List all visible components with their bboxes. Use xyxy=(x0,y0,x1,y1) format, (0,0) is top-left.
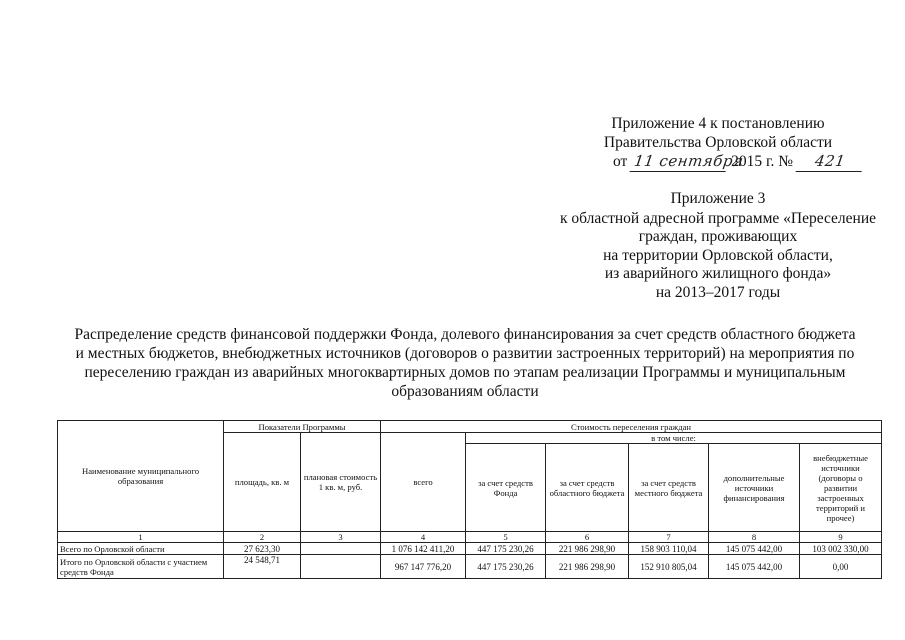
heading-line: и местных бюджетов, внебюджетных источников (договоров о развитии застроенных территорий) на мероприятия по xyxy=(75,345,855,362)
header-including: в том числе: xyxy=(466,433,882,444)
table-row xyxy=(58,543,882,555)
row-additional: 145 075 442,00 xyxy=(709,543,800,555)
appendix-3-line: на территории Орловской области, xyxy=(603,246,833,264)
header-municipality: Наименование муниципального образования xyxy=(58,421,224,532)
column-number: 1 xyxy=(58,532,224,543)
row-local: 152 910 805,04 xyxy=(629,555,709,579)
appendix-3-title: Приложение 3 xyxy=(670,190,766,207)
decree-year-label: 2015 г. № xyxy=(731,153,794,170)
document-heading xyxy=(45,325,885,401)
funding-distribution-table xyxy=(57,420,882,579)
heading-line: Распределение средств финансовой поддержки Фонда, долевого финансирования за счет средств областного бюджета xyxy=(74,326,856,343)
row-area: 27 623,30 xyxy=(224,543,301,555)
row-fund: 447 175 230,26 xyxy=(466,555,546,579)
header-total: всего xyxy=(381,433,466,532)
row-area: 24 548,71 xyxy=(224,555,301,579)
row-total: 1 076 142 411,20 xyxy=(381,543,466,555)
column-number: 9 xyxy=(800,532,882,543)
table-row xyxy=(58,555,882,579)
header-fund: за счет средств Фонда xyxy=(466,444,546,532)
appendix-4-header xyxy=(548,114,888,172)
column-number: 6 xyxy=(546,532,629,543)
header-area: площадь, кв. м xyxy=(224,433,301,532)
appendix-4-line-1: Приложение 4 к постановлению xyxy=(611,115,825,132)
row-name: Итого по Орловской области с участием средств Фонда xyxy=(58,555,224,579)
row-total: 967 147 776,20 xyxy=(381,555,466,579)
column-number: 5 xyxy=(466,532,546,543)
row-planned-cost xyxy=(301,555,381,579)
row-extrabudget: 0,00 xyxy=(800,555,882,579)
column-number: 3 xyxy=(301,532,381,543)
row-extrabudget: 103 002 330,00 xyxy=(800,543,882,555)
column-number: 8 xyxy=(709,532,800,543)
header-program-indicators: Показатели Программы xyxy=(224,421,381,433)
header-extrabudget-sources: внебюджетные источники (договоры о развитии застроенных территорий и прочее) xyxy=(800,444,882,532)
header-regional-budget: за счет средств областного бюджета xyxy=(546,444,629,532)
column-number: 7 xyxy=(629,532,709,543)
heading-line: переселению граждан из аварийных многоквартирных домов по этапам реализации Программы и муниципальным xyxy=(84,364,846,381)
column-number: 2 xyxy=(224,532,301,543)
decree-line xyxy=(588,152,888,172)
appendix-3-line: к областной адресной программе «Переселение xyxy=(559,209,877,227)
header-resettlement-cost: Стоимость переселения граждан xyxy=(381,421,882,433)
appendix-3-header xyxy=(548,190,888,302)
appendix-4-line-2: Правительства Орловской области xyxy=(603,134,833,151)
row-local: 158 903 110,04 xyxy=(629,543,709,555)
handwritten-decree-date: 11 сентября xyxy=(630,152,729,172)
row-planned-cost xyxy=(301,543,381,555)
column-number: 4 xyxy=(381,532,466,543)
appendix-3-line: из аварийного жилищного фонда» xyxy=(604,265,832,282)
row-regional: 221 986 298,90 xyxy=(546,543,629,555)
decree-from-label: от xyxy=(613,153,628,170)
appendix-3-line: на 2013–2017 годы xyxy=(655,283,781,301)
header-local-budget: за счет средств местного бюджета xyxy=(629,444,709,532)
row-fund: 447 175 230,26 xyxy=(466,543,546,555)
header-additional-sources: дополнительные источники финансирования xyxy=(709,444,800,532)
header-planned-cost: плановая стоимость 1 кв. м, руб. xyxy=(301,433,381,532)
heading-line: образованиям области xyxy=(391,383,539,400)
row-regional: 221 986 298,90 xyxy=(546,555,629,579)
column-number-row xyxy=(58,532,882,543)
handwritten-decree-number: 421 xyxy=(796,152,865,172)
row-additional: 145 075 442,00 xyxy=(709,555,800,579)
appendix-3-line: граждан, проживающих xyxy=(638,228,798,245)
row-name: Всего по Орловской области xyxy=(58,543,224,555)
